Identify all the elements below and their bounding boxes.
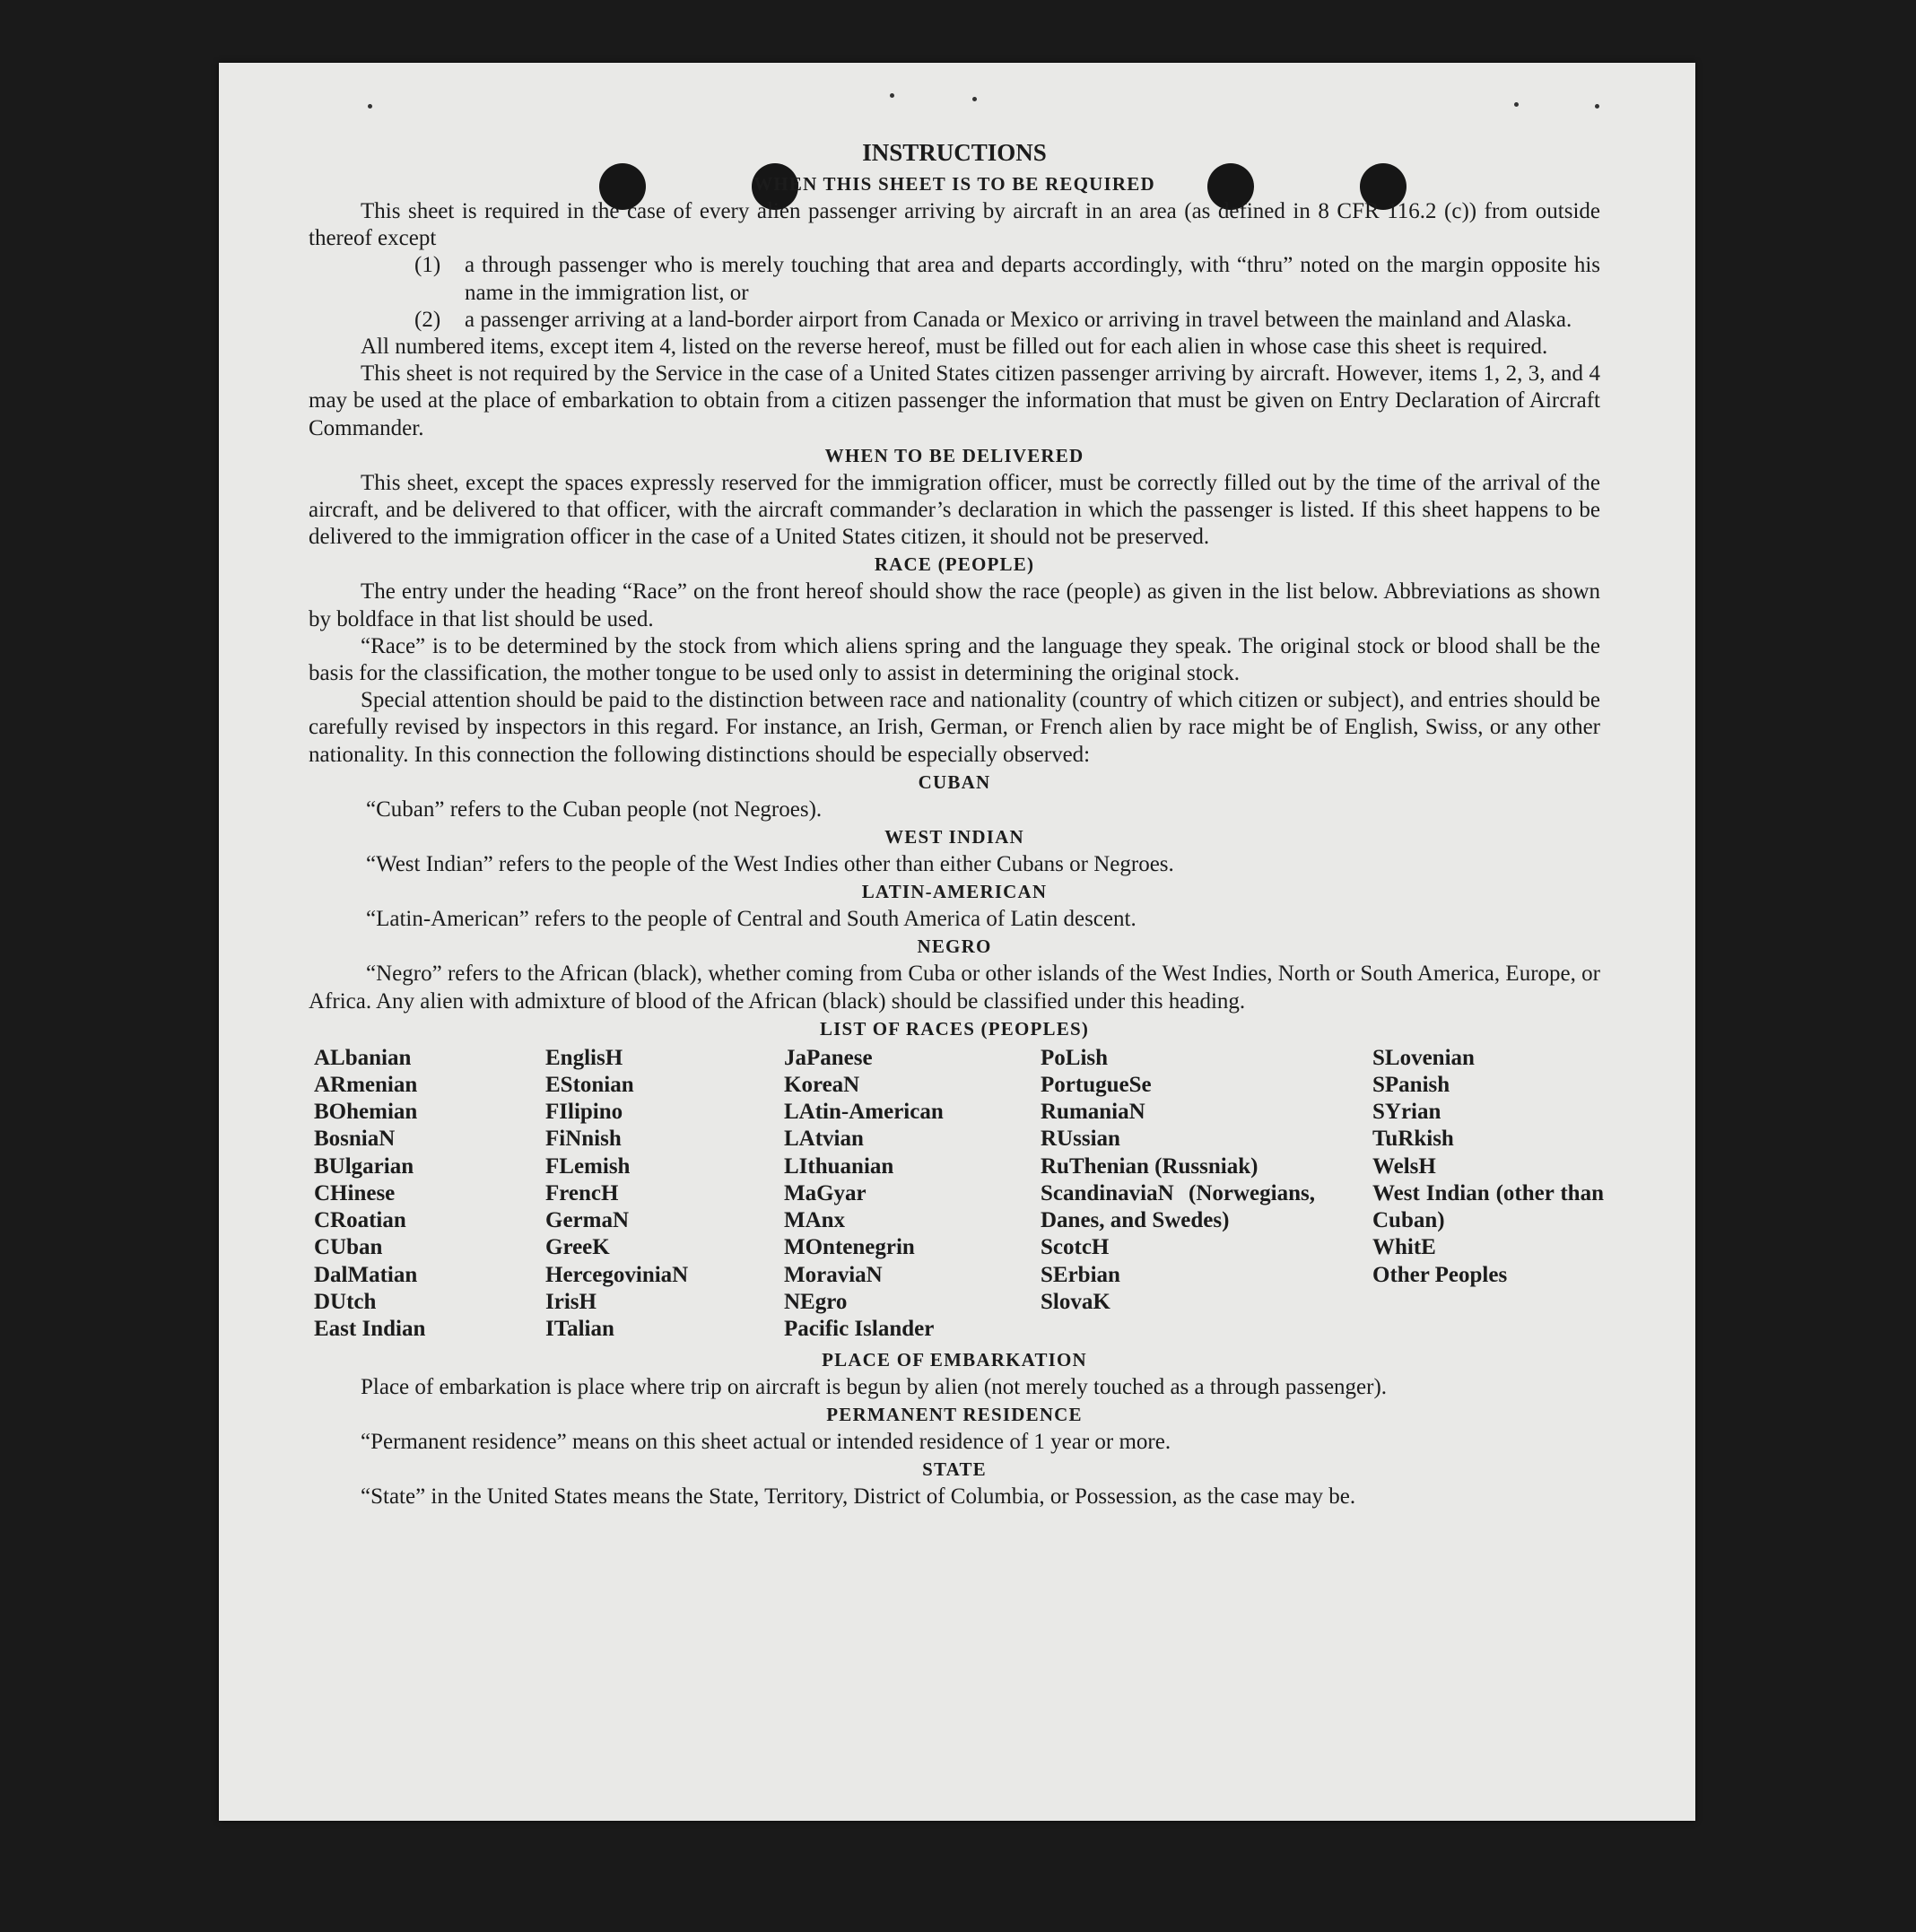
race-entry: KoreaN [784,1073,860,1098]
race-column [545,1045,688,1343]
race-entry: MoraviaN [784,1262,883,1287]
race-entry: East Indian [314,1316,426,1341]
race-entry: ScandinaviaN (Norwegians, Danes, and Swedes) [1041,1180,1315,1233]
instructions-content [309,135,1604,1510]
race-entry: BUlgarian [314,1153,414,1179]
race-entry: LIthuanian [784,1153,894,1179]
race-entry: JaPanese [784,1045,873,1070]
race-entry: SLovenian [1372,1045,1475,1070]
definition-heading-cuban: CUBAN [918,770,991,793]
definition-negro: “Negro” refers to the African (black), whether coming from Cuba or other islands of the West Indies, North or South America, Europe, or Africa. Any alien with admixture of blood of the African (black) should be classified under this heading. [309,962,1600,1014]
citizen-paragraph: This sheet is not required by the Service in the case of a United States citizen passenger arriving by aircraft. However, items 1, 2, 3, and 4 may be used at the place of embarkation to obtain from a citizen passenger the information that must be given on Entry Declaration of Aircraft Commander. [309,361,1600,440]
race-entry: RumaniaN [1041,1100,1145,1125]
definition-heading-negro: NEGRO [917,936,992,958]
race-entry: FIlipino [545,1100,623,1125]
race-list-heading: LIST OF RACES (PEOPLES) [819,1017,1090,1040]
section-heading-embarkation: PLACE OF EMBARKATION [822,1348,1087,1371]
race-list [309,1045,1604,1346]
ink-speck [972,97,977,101]
required-intro: This sheet is required in the case of every alien passenger arriving by aircraft in an area (as defined in 8 CFR 116.2 (c)) from outside thereof except [309,199,1600,251]
race-entry: LAtvian [784,1127,864,1152]
page-title: INSTRUCTIONS [862,139,1047,166]
race-entry: WelsH [1372,1153,1436,1179]
race-paragraph: Special attention should be paid to the distinction between race and nationality (country of which citizen or subject), and entries should be carefully revised by inspectors in this regard. For instance, an Irish, German, or French alien by race might be of English, Swiss, or any other nationality. In this connection the following distinctions should be especially observed: [309,688,1600,767]
definition-heading-west-indian: WEST INDIAN [884,826,1024,849]
race-entry: HercegoviniaN [545,1262,689,1287]
race-entry: Pacific Islander [784,1316,935,1341]
race-entry: CUban [314,1235,383,1260]
race-paragraph: “Race” is to be determined by the stock from which aliens spring and the language they speak. The original stock or blood shall be the basis for the classification, the mother tongue to be used only to assist in determining the original stock. [309,633,1600,686]
definition-latin-american: “Latin-American” refers to the people of Central and South America of Latin descent. [366,907,1137,932]
race-entry: CHinese [314,1180,396,1205]
ink-speck [368,104,372,109]
race-entry: FiNnish [545,1127,622,1152]
section-heading-state: STATE [922,1458,987,1481]
race-entry: CRoatian [314,1208,406,1233]
race-entry: IrisH [545,1289,597,1314]
race-entry: WhitE [1372,1235,1436,1260]
section-heading-when-required: WHEN THIS SHEET IS TO BE REQUIRED [753,173,1155,195]
ink-speck [1595,104,1599,109]
ink-speck [890,93,894,98]
race-entry: TuRkish [1372,1127,1454,1152]
race-entry: BosniaN [314,1127,396,1152]
race-entry: PortugueSe [1041,1073,1152,1098]
race-entry: SPanish [1372,1073,1450,1098]
race-entry: GermaN [545,1208,630,1233]
race-entry: MAnx [784,1208,846,1233]
race-entry: PoLish [1041,1045,1109,1070]
race-entry: GreeK [545,1235,610,1260]
race-entry: ScotcH [1041,1235,1110,1260]
race-entry: NEgro [784,1289,848,1314]
numbered-items-paragraph: All numbered items, except item 4, listed on the reverse hereof, must be filled out for each alien in whose case this sheet is required. [361,335,1548,360]
state-paragraph: “State” in the United States means the State, Territory, District of Columbia, or Possession, as the case may be. [361,1484,1356,1510]
race-entry: FLemish [545,1153,631,1179]
race-entry: RuThenian (Russniak) [1041,1153,1258,1179]
race-column [1041,1045,1315,1316]
race-column [314,1045,425,1343]
section-heading-residence: PERMANENT RESIDENCE [826,1404,1083,1426]
section-heading-when-delivered: WHEN TO BE DELIVERED [824,444,1084,466]
race-column [1372,1045,1604,1289]
race-column [784,1045,944,1343]
section-heading-race: RACE (PEOPLE) [874,553,1035,576]
race-entry: ITalian [545,1316,614,1341]
race-entry: MOntenegrin [784,1235,915,1260]
race-entry: DalMatian [314,1262,418,1287]
race-entry: EStonian [545,1073,634,1098]
exception-item [309,307,1600,334]
definition-cuban: “Cuban” refers to the Cuban people (not Negroes). [366,796,823,822]
exception-number: (2) [414,307,441,332]
exception-text: a passenger arriving at a land-border airport from Canada or Mexico or arriving in travel between the mainland and Alaska. [465,307,1572,332]
race-entry: SlovaK [1041,1289,1110,1314]
exception-text: a through passenger who is merely touching that area and departs accordingly, with “thru” noted on the margin opposite his name in the immigration list, or [465,253,1600,305]
race-entry: FrencH [545,1180,619,1205]
race-entry: SErbian [1041,1262,1120,1287]
race-entry: LAtin-American [784,1100,944,1125]
definition-heading-latin-american: LATIN-AMERICAN [861,881,1048,903]
exception-number: (1) [414,253,441,278]
exception-item [309,252,1600,306]
race-entry: BOhemian [314,1100,418,1125]
race-entry: RUssian [1041,1127,1120,1152]
race-entry: ALbanian [314,1045,412,1070]
race-entry: West Indian (other than Cuban) [1372,1180,1604,1233]
race-entry: Other Peoples [1372,1262,1508,1287]
race-entry: MaGyar [784,1180,867,1205]
race-entry: DUtch [314,1289,377,1314]
race-entry: SYrian [1372,1100,1441,1125]
embarkation-paragraph: Place of embarkation is place where trip on aircraft is begun by alien (not merely touched as a through passenger). [361,1374,1388,1399]
definition-west-indian: “West Indian” refers to the people of the West Indies other than either Cubans or Negroes. [366,852,1174,877]
race-entry: ARmenian [314,1073,418,1098]
delivery-paragraph: This sheet, except the spaces expressly reserved for the immigration officer, must be correctly filled out by the time of the arrival of the aircraft, and be delivered to that officer, with the aircraft commander’s declaration in which the passenger is listed. If this sheet happens to be delivered to the immigration officer in the case of a United States citizen, it should not be preserved. [309,470,1600,550]
residence-paragraph: “Permanent residence” means on this sheet actual or intended residence of 1 year or more. [361,1430,1171,1455]
race-entry: EnglisH [545,1045,623,1070]
race-paragraph: The entry under the heading “Race” on the front hereof should show the race (people) as given in the list below. Abbreviations as shown by boldface in that list should be used. [309,579,1600,631]
ink-speck [1514,102,1519,107]
